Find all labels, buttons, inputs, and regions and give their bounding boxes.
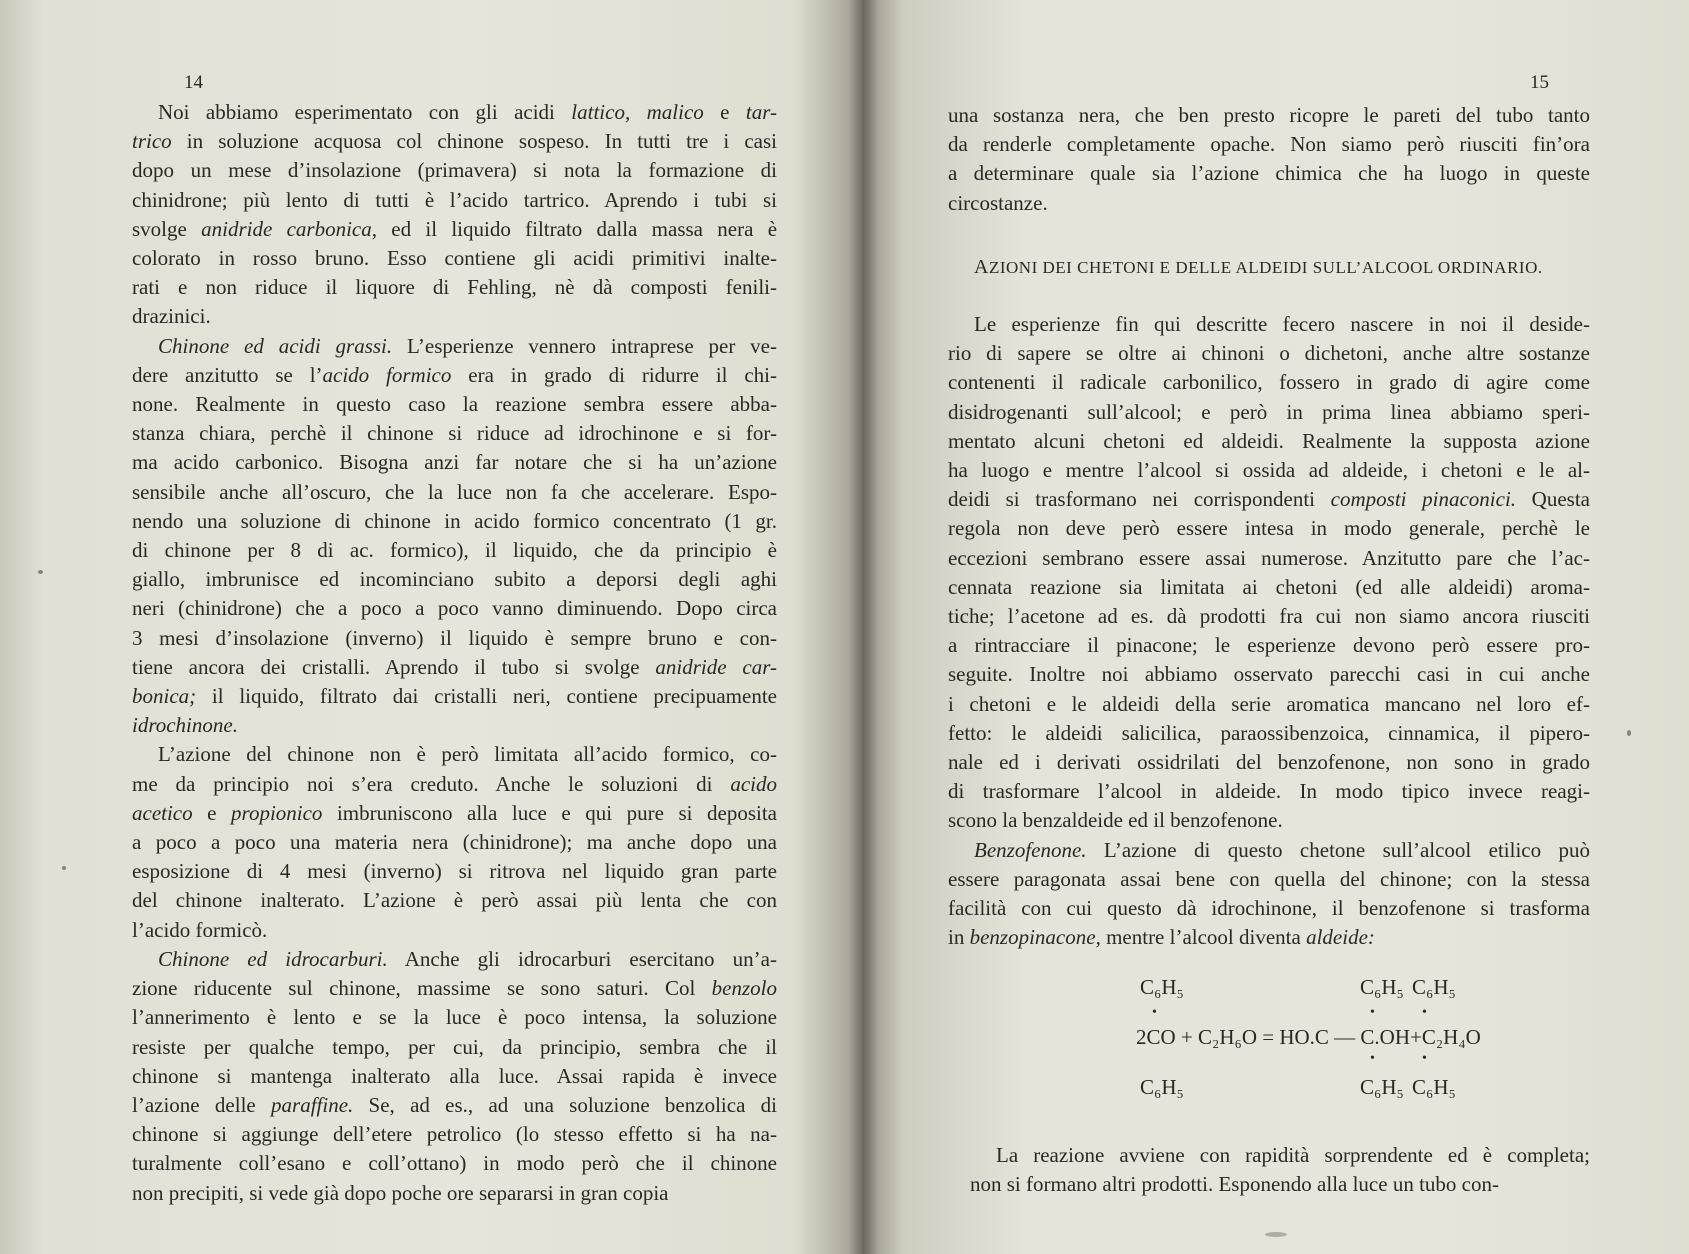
text-line: esposizione di 4 mesi (inverno) si ritrova nel liquido gran parte bbox=[132, 859, 777, 884]
text-line: 3 mesi d’insolazione (inverno) il liquido è sempre bruno e con- bbox=[132, 625, 777, 650]
text-line: di trasformare l’alcool in aldeide. In modo tipico invece reagi- bbox=[948, 779, 1590, 804]
text-line: bonica; il liquido, filtrato dai cristalli neri, contiene precipuamente bbox=[132, 684, 777, 709]
text-line: facilità con cui questo dà idrochinone, il benzofenone si trasforma bbox=[948, 896, 1590, 921]
text-line: none. Realmente in questo caso la reazione sembra essere abba- bbox=[132, 392, 777, 417]
text-line: a rintracciare il pinacone; le esperienze devono però essere pro- bbox=[948, 633, 1590, 658]
text-line: dopo un mese d’insolazione (primavera) si nota la formazione di bbox=[132, 158, 777, 183]
formula-phenyl-bottom-mid: C₆H₅ bbox=[1360, 1075, 1404, 1099]
bond-dot: • bbox=[1422, 1051, 1427, 1066]
text-line: ha luogo e mentre l’alcool si ossida ad aldeide, i chetoni e le al- bbox=[948, 458, 1590, 483]
right-page-body-top bbox=[948, 101, 1590, 218]
paper-speck bbox=[1265, 1232, 1287, 1237]
text-line: Chinone ed idrocarburi. Anche gli idrocarburi esercitano un’a- bbox=[158, 946, 777, 971]
text-line: drazinici. bbox=[132, 304, 211, 329]
text-line: Benzofenone. L’azione di questo chetone sull’alcool etilico può bbox=[974, 837, 1590, 862]
text-line: a determinare quale sia l’azione chimica che ha luogo in queste bbox=[948, 161, 1590, 186]
bond-dot: • bbox=[1370, 1051, 1375, 1066]
right-page bbox=[862, 0, 1689, 1254]
text-line: stanza chiara, perchè il chinone si riduce ad idrochinone e si for- bbox=[132, 421, 777, 446]
text-line: l’acido formicò. bbox=[132, 917, 268, 942]
text-line: chinone si aggiunge dell’etere petrolico (lo stesso effetto si ha na- bbox=[132, 1122, 777, 1147]
text-line: Le esperienze fin qui descritte fecero nascere in noi il deside- bbox=[974, 312, 1590, 336]
paper-speck bbox=[1627, 730, 1631, 736]
text-line: deidi si trasformano nei corrispondenti composti pinaconici. Questa bbox=[948, 487, 1590, 512]
text-line: L’azione del chinone non è però limitata all’acido formico, co- bbox=[158, 742, 777, 767]
formula-phenyl-top-right: C₆H₅ bbox=[1412, 975, 1456, 999]
bond-dot: • bbox=[1152, 1005, 1157, 1020]
page-number: 14 bbox=[184, 72, 203, 93]
text-line: idrochinone. bbox=[132, 713, 238, 738]
text-line: nale ed i derivati ossidrilati del benzofenone, non sono in grado bbox=[948, 750, 1590, 775]
text-line: circostanze. bbox=[948, 190, 1048, 215]
text-line: chinone si mantenga inalterato alla luce. Assai rapida è invece bbox=[132, 1063, 777, 1088]
left-page-body bbox=[132, 98, 777, 1208]
text-line: a poco a poco una materia nera (chinidrone); ma anche dopo una bbox=[132, 830, 777, 855]
text-line: rio di sapere se oltre ai chinoni o dichetoni, anche altre sostanze bbox=[948, 341, 1590, 366]
text-line: giallo, imbrunisce ed incominciano subito a deporsi degli aghi bbox=[132, 567, 777, 592]
text-line: non precipiti, si vede già dopo poche ore separarsi in gran copia bbox=[132, 1180, 669, 1205]
text-line: ma acido carbonico. Bisogna anzi far notare che si ha un’azione bbox=[132, 450, 777, 475]
formula-phenyl-top-mid: C₆H₅ bbox=[1360, 975, 1404, 999]
text-line: una sostanza nera, che ben presto ricopre le pareti del tubo tanto bbox=[948, 103, 1590, 127]
page-number: 15 bbox=[1530, 72, 1549, 93]
text-line: Noi abbiamo esperimentato con gli acidi lattico, malico e tar- bbox=[158, 100, 777, 124]
text-line: di chinone per 8 di ac. formico), il liquido, che da principio è bbox=[132, 538, 777, 563]
formula-phenyl-bottom-left: C₆H₅ bbox=[1140, 1075, 1184, 1099]
chemical-equation bbox=[1072, 975, 1572, 1115]
text-line: sensibile anche all’oscuro, che la luce non fa che accelerare. Espo- bbox=[132, 479, 777, 504]
section-heading: AZIONI DEI CHETONI E DELLE ALDEIDI SULL’ALCOOL ORDINARIO. bbox=[974, 256, 1543, 278]
text-line: regola non deve però essere intesa in modo generale, perchè le bbox=[948, 516, 1590, 541]
text-line: turalmente coll’esano e coll’ottano) in modo però che il chinone bbox=[132, 1151, 777, 1176]
text-line: nendo una soluzione di chinone in acido formico concentrato (1 gr. bbox=[132, 508, 777, 533]
text-line: tiene ancora dei cristalli. Aprendo il tubo si svolge anidride car- bbox=[132, 654, 777, 679]
text-line: essere paragonata assai bene con quella del chinone; con la stessa bbox=[948, 866, 1590, 891]
text-line: l’annerimento è lento e se la luce è poco intensa, la soluzione bbox=[132, 1005, 777, 1030]
text-line: fetto: le aldeidi salicilica, paraossibenzoica, cinnamica, il pipero- bbox=[948, 720, 1590, 745]
right-page-body-middle bbox=[948, 310, 1590, 952]
text-line: da renderle completamente opache. Non siamo però riusciti fin’ora bbox=[948, 132, 1590, 157]
text-line: zione riducente sul chinone, massime se sono saturi. Col benzolo bbox=[132, 976, 777, 1001]
text-line: scono la benzaldeide ed il benzofenone. bbox=[948, 808, 1283, 833]
text-line: chinidrone; più lento di tutti è l’acido tartrico. Aprendo i tubi si bbox=[132, 187, 777, 212]
text-line: dere anzitutto se l’acido formico era in grado di ridurre il chi- bbox=[132, 362, 778, 387]
text-line: i chetoni e le aldeidi della serie aromatica mancano nel loro ef- bbox=[948, 691, 1590, 716]
text-line: rati e non riduce il liquore di Fehling, nè dà composti fenili- bbox=[132, 275, 777, 300]
text-line: cennata reazione sia limitata ai chetoni (ed alle aldeidi) aroma- bbox=[948, 574, 1590, 599]
formula-phenyl-top-left: C₆H₅ bbox=[1140, 975, 1184, 999]
text-line: neri (chinidrone) che a poco a poco vanno diminuendo. Dopo circa bbox=[132, 596, 777, 621]
text-line: disidrogenanti sull’alcool; e però in prima linea abbiamo speri- bbox=[948, 399, 1590, 424]
text-line: colorato in rosso bruno. Esso contiene gli acidi primitivi inalte- bbox=[132, 246, 777, 271]
text-line: tiche; l’acetone ad es. dà prodotti fra cui non siamo ancora riusciti bbox=[948, 604, 1590, 629]
paper-speck bbox=[38, 570, 43, 574]
bond-dot: • bbox=[1370, 1005, 1375, 1020]
text-line: Chinone ed acidi grassi. L’esperienze vennero intraprese per ve- bbox=[158, 333, 777, 358]
text-line: l’azione delle paraffine. Se, ad es., ad una soluzione benzolica di bbox=[132, 1092, 778, 1117]
text-line: del chinone inalterato. L’azione è però assai più lenta che con bbox=[132, 888, 777, 913]
text-line: resiste per qualche tempo, per cui, da principio, sembra che il bbox=[132, 1034, 777, 1059]
text-line: La reazione avviene con rapidità sorprendente ed è completa; bbox=[996, 1143, 1590, 1167]
formula-phenyl-bottom-right: C₆H₅ bbox=[1412, 1075, 1456, 1099]
text-line: svolge anidride carbonica, ed il liquido filtrato dalla massa nera è bbox=[132, 216, 778, 241]
bond-dot: • bbox=[1422, 1005, 1427, 1020]
text-line: contenenti il radicale carbonilico, fossero in grado di agire come bbox=[948, 370, 1590, 395]
text-line: in benzopinacone, mentre l’alcool diventa aldeide: bbox=[948, 925, 1375, 950]
book-gutter bbox=[848, 0, 878, 1254]
text-line: seguite. Inoltre noi abbiamo osservato parecchi casi in cui anche bbox=[948, 662, 1590, 687]
text-line: non si formano altri prodotti. Esponendo alla luce un tubo con- bbox=[970, 1172, 1499, 1197]
text-line: me da principio noi s’era creduto. Anche le soluzioni di acido bbox=[132, 771, 777, 796]
formula-main-equation: 2CO + C₂H₆O = HO.C — C.OH+C₂H₄O bbox=[1136, 1025, 1481, 1049]
text-line: trico in soluzione acquosa col chinone sospeso. In tutti tre i casi bbox=[132, 129, 777, 154]
right-page-body-bottom bbox=[970, 1141, 1590, 1199]
paper-speck bbox=[62, 866, 66, 870]
text-line: eccezioni sembrano essere assai numerose. Anzitutto pare che l’ac- bbox=[948, 545, 1590, 570]
text-line: acetico e propionico imbruniscono alla luce e qui pure si deposita bbox=[132, 800, 777, 825]
text-line: mentato alcuni chetoni ed aldeidi. Realmente la supposta azione bbox=[948, 428, 1590, 453]
